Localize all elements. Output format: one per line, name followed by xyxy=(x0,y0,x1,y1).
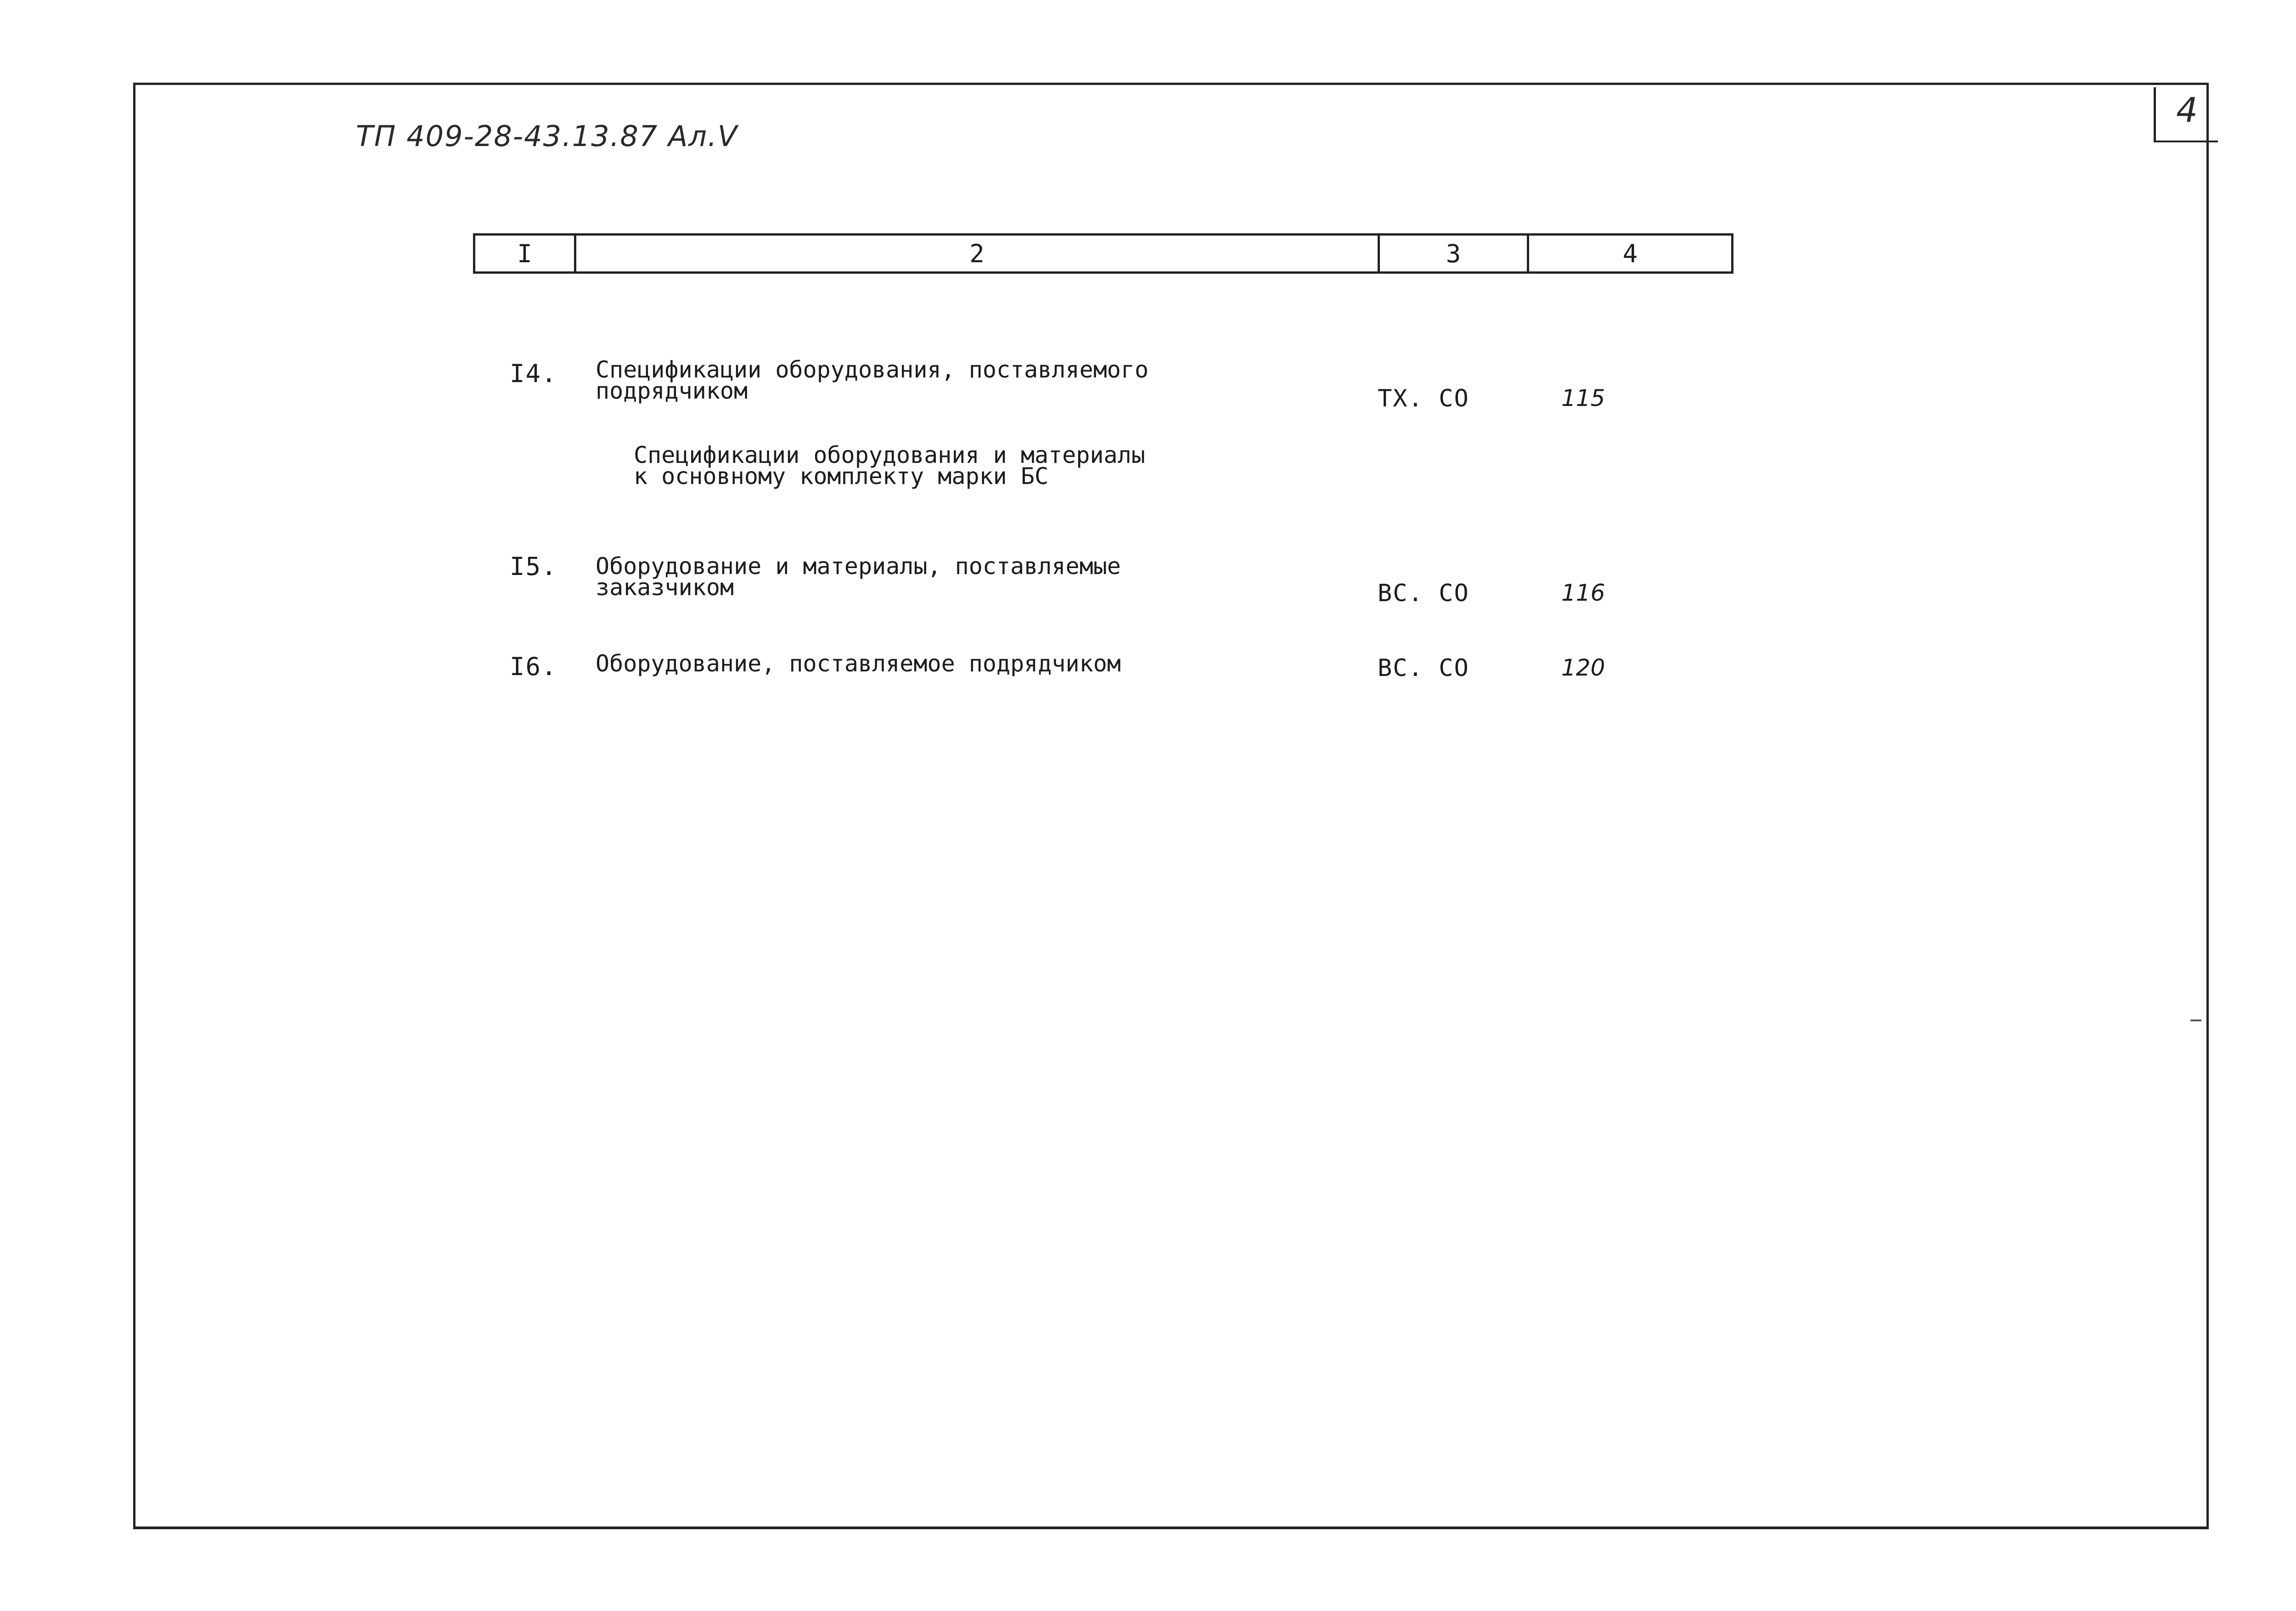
item-page: 115 xyxy=(1561,385,1605,411)
sheet-number: 4 xyxy=(2154,87,2218,142)
document-code: ТП 409-28-43.13.87 Ал.V xyxy=(356,119,738,153)
page-frame xyxy=(133,83,2209,1529)
item-page: 120 xyxy=(1561,654,1605,681)
item-title xyxy=(596,553,1376,601)
item-page: 116 xyxy=(1561,580,1605,606)
item-title-line-1: Спецификации оборудования и материалы xyxy=(634,442,1145,468)
item-title xyxy=(596,356,1376,404)
item-title-line-1: Оборудование и материалы, поставляемые xyxy=(596,553,1121,580)
item-mark: ВС. СО xyxy=(1378,654,1469,682)
item-number: I4. xyxy=(510,359,557,388)
item-mark: ВС. СО xyxy=(1378,580,1469,607)
item-title-line-2: заказчиком xyxy=(596,574,734,601)
item-title xyxy=(596,650,1376,677)
item-title-line-1: Оборудование, поставляемое подрядчиком xyxy=(596,650,1121,677)
column-number-header xyxy=(473,233,1733,274)
item-number: I5. xyxy=(510,552,557,581)
item-title-line-2: подрядчиком xyxy=(596,377,748,404)
column-1-label: I xyxy=(475,236,576,271)
item-title-line-2: к основному комплекту марки БС xyxy=(634,463,1049,490)
column-4-label: 4 xyxy=(1622,239,1638,268)
item-number: I6. xyxy=(510,652,557,681)
column-3-label: 3 xyxy=(1380,236,1529,271)
margin-tick-mark xyxy=(2190,1020,2201,1021)
column-2-label: 2 xyxy=(576,236,1380,271)
item-title xyxy=(634,442,1414,490)
item-title-line-1: Спецификации оборудования, поставляемого xyxy=(596,356,1149,383)
item-mark: ТХ. СО xyxy=(1378,385,1469,412)
